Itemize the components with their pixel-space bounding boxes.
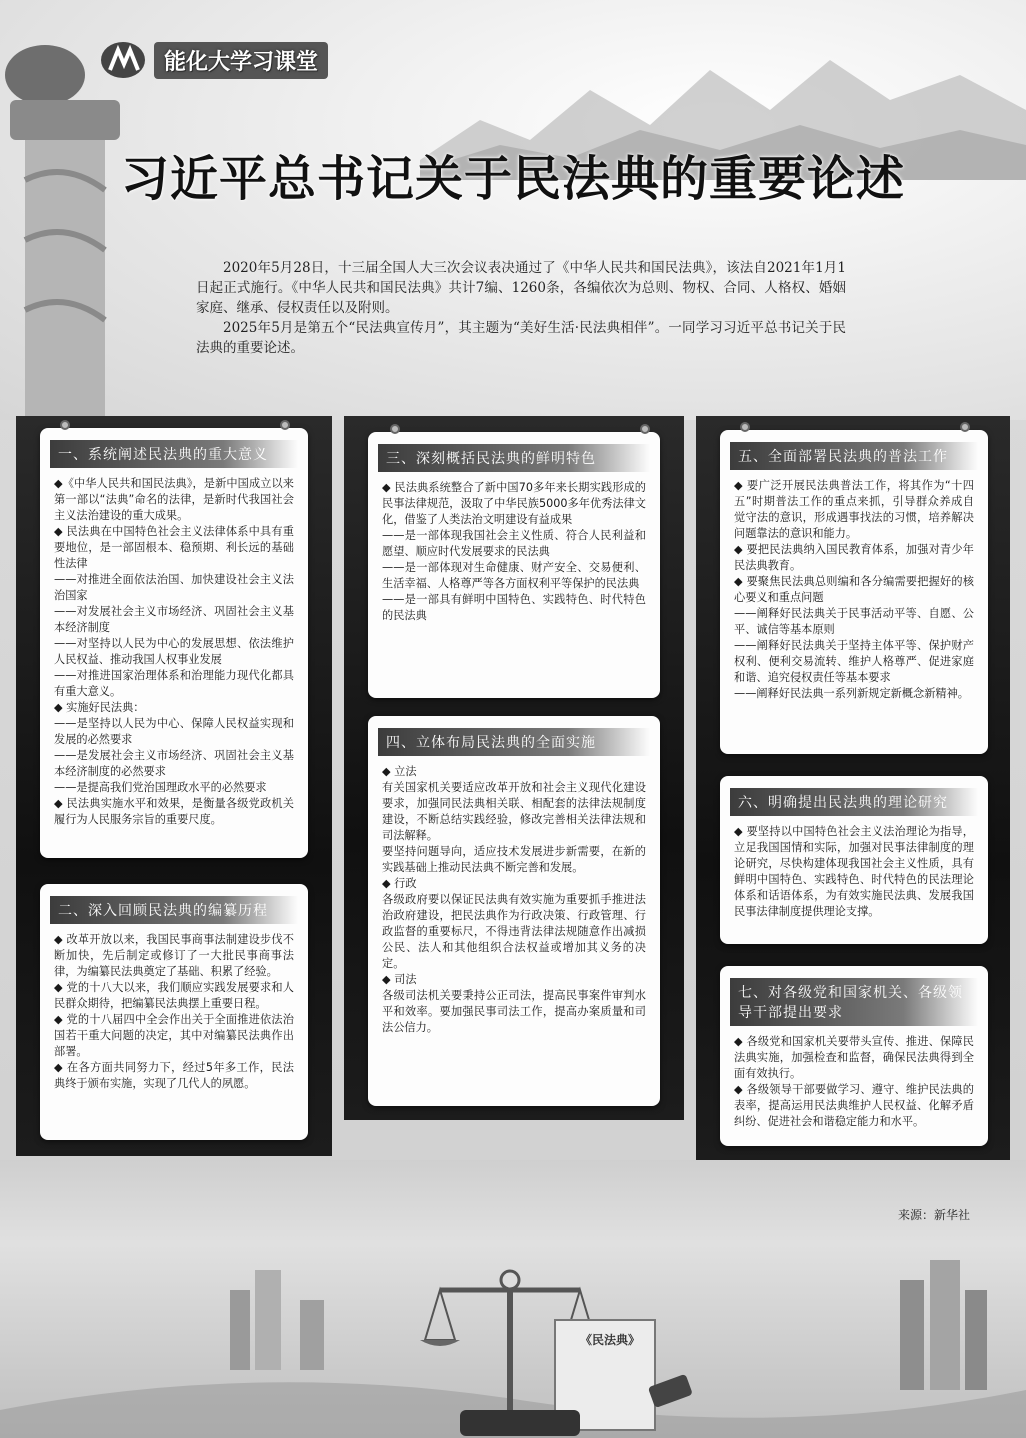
pin-icon — [280, 420, 290, 430]
section-line: ◆ 要聚焦民法典总则编和各分编需要把握好的核心要义和重点问题 — [734, 575, 974, 604]
logo-text: 能化大学习课堂 — [154, 42, 328, 79]
section-body — [382, 764, 646, 1036]
section-line: ——是一部体现对生命健康、财产安全、交易便利、生活幸福、人格尊严等各方面权利平等保护的民法典 — [382, 561, 646, 590]
pin-icon — [960, 422, 970, 432]
section-line: ——是一部体现我国社会主义性质、符合人民利益和愿望、顺应时代发展要求的民法典 — [382, 529, 646, 558]
section-line: 各级司法机关要秉持公正司法，提高民事案件审判水平和效率。要加强民事司法工作，提高办案质量和司法公信力。 — [382, 989, 646, 1034]
energy-logo-icon — [100, 40, 146, 80]
section-heading: 三、深刻概括民法典的鲜明特色 — [378, 444, 650, 472]
section-heading: 四、立体布局民法典的全面实施 — [378, 728, 650, 756]
pin-icon — [640, 424, 650, 434]
section-line: ——对推进国家治理体系和治理能力现代化都具有重大意义。 — [54, 669, 294, 698]
section-body — [54, 932, 294, 1092]
section-line: ——对发展社会主义市场经济、巩固社会主义基本经济制度 — [54, 605, 294, 634]
section-line: ——对坚持以人民为中心的发展思想、依法维护人民权益、推动我国人权事业发展 — [54, 637, 294, 666]
section-card-2 — [40, 884, 308, 1140]
section-card-1 — [40, 428, 308, 858]
section-line: ——对推进全面依法治国、加快建设社会主义法治国家 — [54, 573, 294, 602]
section-line: ◆ 各级领导干部要做学习、遵守、维护民法典的表率，提高运用民法典维护人民权益、化解矛盾纠纷、促进社会和谐稳定能力和水平。 — [734, 1083, 974, 1128]
section-body — [734, 478, 974, 702]
logo — [100, 40, 328, 80]
section-line: ◆ 要广泛开展民法典普法工作，将其作为“十四五”时期普法工作的重点来抓，引导群众养成自觉守法的意识，形成遇事找法的习惯，培养解决问题靠法的意识和能力。 — [734, 479, 974, 540]
section-line: 各级政府要以保证民法典有效实施为重要抓手推进法治政府建设，把民法典作为行政决策、行政管理、行政监督的重要标尺，不得违背法律法规随意作出减损公民、法人和其他组织合法权益或增加其义务的决定。 — [382, 893, 646, 970]
pin-icon — [390, 424, 400, 434]
page-title: 习近平总书记关于民法典的重要论述 — [120, 151, 905, 207]
section-line: ◆ 在各方面共同努力下，经过5年多工作，民法典终于颁布实施，实现了几代人的夙愿。 — [54, 1061, 294, 1090]
section-body — [734, 824, 974, 920]
huabiao-pillar-illustration — [0, 20, 180, 420]
section-card-6 — [720, 776, 988, 944]
intro-text — [196, 258, 846, 358]
section-line: ——是一部具有鲜明中国特色、实践特色、时代特色的民法典 — [382, 593, 646, 622]
intro-paragraph: 2020年5月28日，十三届全国人大三次会议表决通过了《中华人民共和国民法典》，该法自2021年1月1日起正式施行。《中华人民共和国民法典》共计7编、1260条，各编依次为总则、物权、合同、人格权、婚姻家庭、继承、侵权责任以及附则。 — [196, 260, 846, 316]
source-credit: 来源：新华社 — [898, 1208, 971, 1222]
section-line: ◆ 实施好民法典： — [54, 701, 145, 714]
section-line: ◆ 改革开放以来，我国民事商事法制建设步伐不断加快，先后制定或修订了一大批民事商事法律，为编纂民法典奠定了基础、积累了经验。 — [54, 933, 294, 978]
section-heading: 七、对各级党和国家机关、各级领导干部提出要求 — [730, 978, 978, 1026]
section-line: ——阐释好民法典关于坚持主体平等、保护财产权利、便利交易流转、维护人格尊严、促进家庭和谐、追究侵权责任等基本要求 — [734, 639, 974, 684]
section-heading: 一、系统阐述民法典的重大意义 — [50, 440, 298, 468]
section-line: ◆ 民法典系统整合了新中国70多年来长期实践形成的民事法律规范，汲取了中华民族5000多年优秀法律文化，借鉴了人类法治文明建设有益成果 — [382, 481, 646, 526]
section-line: ◆ 行政 — [382, 877, 417, 890]
section-line: ◆ 民法典实施水平和效果，是衡量各级党政机关履行为人民服务宗旨的重要尺度。 — [54, 797, 294, 826]
section-line: 有关国家机关要适应改革开放和社会主义现代化建设要求，加强同民法典相关联、相配套的法律法规制度建设，不断总结实践经验，修改完善相关法律法规和司法解释。 — [382, 781, 646, 842]
section-body — [734, 1034, 974, 1130]
section-card-3 — [368, 432, 660, 698]
section-line: ◆ 立法 — [382, 765, 417, 778]
pin-icon — [60, 420, 70, 430]
section-line: ——阐释好民法典一系列新规定新概念新精神。 — [734, 687, 969, 700]
section-line: ◆ 各级党和国家机关要带头宣传、推进、保障民法典实施，加强检查和监督，确保民法典得到全面有效执行。 — [734, 1035, 974, 1080]
section-line: ◆ 司法 — [382, 973, 417, 986]
section-line: ◆《中华人民共和国民法典》，是新中国成立以来第一部以“法典”命名的法律，是新时代我国社会主义法治建设的重大成果。 — [54, 477, 294, 522]
intro-paragraph: 2025年5月是第五个“民法典宣传月”，其主题为“美好生活·民法典相伴”。一同学习习近平总书记关于民法典的重要论述。 — [196, 320, 846, 356]
section-heading: 五、全面部署民法典的普法工作 — [730, 442, 978, 470]
book-label: 《民法典》 — [580, 1333, 641, 1347]
section-line: ◆ 党的十八大以来，我们顺应实践发展要求和人民群众期待，把编纂民法典摆上重要日程。 — [54, 981, 294, 1010]
section-line: ◆ 要把民法典纳入国民教育体系，加强对青少年民法典教育。 — [734, 543, 974, 572]
section-line: ◆ 党的十八届四中全会作出关于全面推进依法治国若干重大问题的决定，其中对编纂民法典作出部署。 — [54, 1013, 294, 1058]
section-line: ——阐释好民法典关于民事活动平等、自愿、公平、诚信等基本原则 — [734, 607, 974, 636]
section-line: ◆ 民法典在中国特色社会主义法律体系中具有重要地位，是一部固根本、稳预期、利长远的基础性法律 — [54, 525, 294, 570]
section-line: 要坚持问题导向，适应技术发展进步新需要，在新的实践基础上推动民法典不断完善和发展。 — [382, 845, 646, 874]
section-card-7 — [720, 966, 988, 1146]
section-heading: 二、深入回顾民法典的编纂历程 — [50, 896, 298, 924]
section-body — [54, 476, 294, 828]
section-card-5 — [720, 430, 988, 754]
section-line: ◆ 要坚持以中国特色社会主义法治理论为指导，立足我国国情和实际，加强对民事法律制度的理论研究，尽快构建体现我国社会主义性质，具有鲜明中国特色、实践特色、时代特色的民法理论体系和话语体系，为有效实施民法典、发展我国民事法律制度提供理论支撑。 — [734, 825, 974, 918]
section-line: ——是发展社会主义市场经济、巩固社会主义基本经济制度的必然要求 — [54, 749, 294, 778]
justice-scale-illustration — [0, 1250, 1026, 1438]
section-heading: 六、明确提出民法典的理论研究 — [730, 788, 978, 816]
section-line: ——是坚持以人民为中心、保障人民权益实现和发展的必然要求 — [54, 717, 294, 746]
pin-icon — [740, 422, 750, 432]
section-body — [382, 480, 646, 624]
section-card-4 — [368, 716, 660, 1106]
section-line: ——是提高我们党治国理政水平的必然要求 — [54, 781, 267, 794]
